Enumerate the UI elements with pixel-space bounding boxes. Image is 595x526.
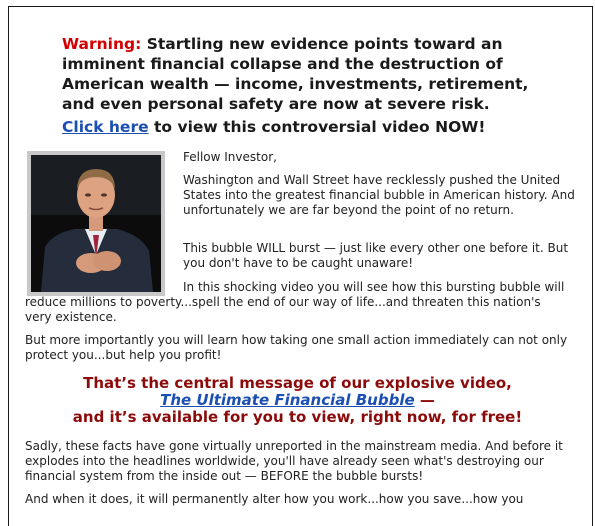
presenter-photo-icon: [31, 155, 161, 292]
paragraph-4: But more importantly you will learn how taking one small action immediately can not only protect you...but help you profit!: [25, 333, 568, 362]
cta-text: to view this controversial video NOW!: [154, 118, 486, 136]
greeting: Fellow Investor,: [183, 150, 277, 164]
film-title-link[interactable]: The Ultimate Financial Bubble: [160, 391, 415, 409]
paragraph-1: Washington and Wall Street have recklessly pushed the United States into the greatest financial bubble in American history. And unfortunately we are far beyond the point of no return.: [183, 173, 575, 217]
paragraph-5: Sadly, these facts have gone virtually unreported in the mainstream media. And before it explodes into the headlines worldwide, you'll have already seen what's destroying our financial system from the inside out — BEFORE the bubble bursts!: [25, 439, 563, 483]
paragraph-6: And when it does, it will permanently alter how you work...how you save...how you: [25, 492, 524, 506]
warning-headline: [62, 34, 532, 114]
paragraph-2: This bubble WILL burst — just like every other one before it. But you don't have to be caught unaware!: [183, 241, 569, 270]
paragraph-3: In this shocking video you will see how this bursting bubble will reduce millions to poverty...spell the end of our way of life...and threaten this nation's very existence.: [25, 280, 565, 324]
warning-text: Startling new evidence points toward an imminent financial collapse and the destruction of American wealth — income, investments, retirement, and even personal safety are now at severe risk.: [62, 35, 529, 113]
presenter-photo: [27, 151, 165, 296]
subhead-line-1: That’s the central message of our explosive video,: [83, 374, 512, 392]
warning-label: Warning:: [62, 35, 142, 53]
subhead-dash: —: [419, 391, 435, 409]
click-here-link[interactable]: Click here: [62, 118, 149, 136]
video-cta: [62, 117, 485, 137]
subhead-line-3: and it’s available for you to view, right now, for free!: [72, 408, 523, 426]
